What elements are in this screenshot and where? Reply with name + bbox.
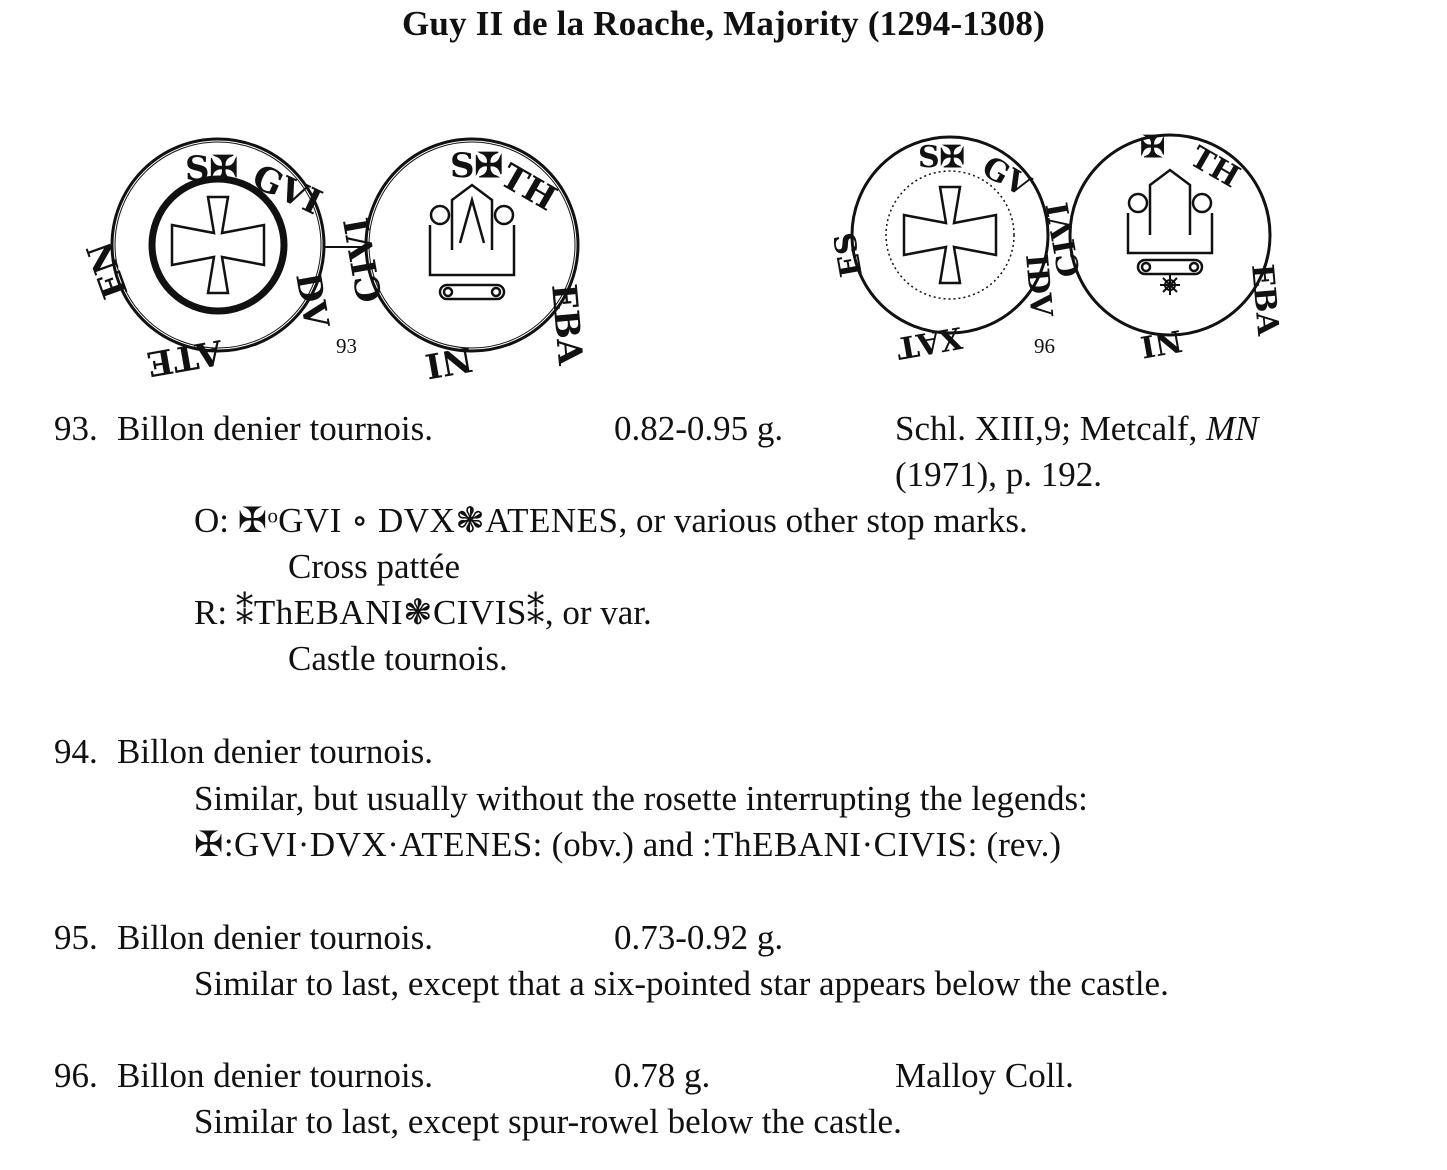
svg-text:TH: TH xyxy=(1184,139,1246,196)
legend-obverse: ✠:GVI·DVX·ATENES: xyxy=(194,825,543,864)
svg-text:DV: DV xyxy=(287,269,337,332)
entry-93-obverse-type: Cross pattée xyxy=(288,547,461,586)
castle-tournois-icon xyxy=(430,185,514,299)
svg-text:EBA: EBA xyxy=(1244,262,1286,337)
svg-text:ES: ES xyxy=(827,229,870,280)
svg-text:EN: EN xyxy=(79,236,137,304)
entry-96-reference: Malloy Coll. xyxy=(895,1056,1074,1095)
svg-text:GVI: GVI xyxy=(246,156,328,224)
entry-94-number: 94. xyxy=(54,732,98,771)
entry-93-reverse-type: Castle tournois. xyxy=(288,639,508,678)
svg-text:CIVI: CIVI xyxy=(1040,199,1088,280)
legend-reverse: :ThEBANI·CIVIS: xyxy=(701,825,978,864)
svg-text:✠: ✠ xyxy=(1140,130,1166,165)
entry-95-number: 95. xyxy=(54,918,98,957)
svg-text:NI: NI xyxy=(422,338,476,386)
legend-obverse-label: (obv.) and xyxy=(542,825,702,864)
entry-94-legends xyxy=(194,825,1061,865)
reverse-legend: ⁑ThEBANI❃CIVIS⁑ xyxy=(235,593,545,632)
cross-pattee-icon xyxy=(904,187,996,283)
entry-94-name: Billon denier tournois. xyxy=(117,732,433,771)
coin-figure-96 xyxy=(827,125,1290,366)
reverse-suffix: , or var. xyxy=(544,593,652,632)
entry-95-name: Billon denier tournois. xyxy=(117,918,433,957)
entry-93-weight: 0.82-0.95 g. xyxy=(614,409,784,448)
entry-93-obverse xyxy=(194,501,1028,541)
entry-96-number: 96. xyxy=(54,1056,98,1095)
svg-text:S✠: S✠ xyxy=(450,146,504,186)
reverse-prefix: R: xyxy=(194,593,236,632)
svg-text:GV: GV xyxy=(976,149,1036,205)
svg-text:IDV: IDV xyxy=(1018,252,1059,319)
svg-text:TH: TH xyxy=(493,156,564,220)
entry-95-weight: 0.73-0.92 g. xyxy=(614,918,784,957)
entry-93-name: Billon denier tournois. xyxy=(117,409,433,448)
svg-text:CIVI: CIVI xyxy=(336,214,391,306)
entry-96-weight: 0.78 g. xyxy=(614,1056,711,1095)
svg-text:NI: NI xyxy=(1137,322,1185,364)
entry-96-description: Similar to last, except spur-rowel below the castle. xyxy=(194,1102,902,1141)
entry-94-description: Similar, but usually without the rosette interrupting the legends: xyxy=(194,779,1088,818)
svg-text:EBA: EBA xyxy=(543,282,590,367)
legend-reverse-label: (rev.) xyxy=(977,825,1062,864)
spur-rowel-icon xyxy=(1160,275,1180,295)
entry-93-reference-text: Schl. XIII,9; Metcalf, xyxy=(895,409,1207,448)
figure-label-96: 96 xyxy=(1034,334,1055,358)
entry-96-name: Billon denier tournois. xyxy=(117,1056,433,1095)
entry-93-reference xyxy=(895,409,1259,449)
coin-93-reverse xyxy=(337,139,590,386)
cross-pattee-icon xyxy=(172,197,264,293)
coin-96-reverse xyxy=(1040,130,1285,364)
svg-text:S✠: S✠ xyxy=(185,149,239,189)
entry-93-reverse xyxy=(194,593,652,633)
entry-93-reference-italic: MN xyxy=(1206,409,1259,448)
obverse-prefix: O: xyxy=(194,501,238,540)
obverse-suffix: , or various other stop marks. xyxy=(618,501,1028,540)
page-title: Guy II de la Roache, Majority (1294-1308) xyxy=(402,4,1045,43)
castle-tournois-icon xyxy=(1128,170,1212,274)
obverse-legend: ✠ᵒGVI ∘ DVX❃ATENES xyxy=(237,501,619,540)
entry-93-reference-line2: (1971), p. 192. xyxy=(895,455,1103,494)
coin-93-obverse xyxy=(79,139,336,384)
figure-label-93: 93 xyxy=(336,334,357,358)
svg-text:XAT: XAT xyxy=(893,319,965,366)
entry-93-number: 93. xyxy=(54,409,98,448)
coin-96-obverse xyxy=(828,137,1059,365)
svg-text:S✠: S✠ xyxy=(918,140,965,175)
svg-text:ATE: ATE xyxy=(143,331,226,384)
entry-95-description: Similar to last, except that a six-pointed star appears below the castle. xyxy=(194,964,1169,1003)
